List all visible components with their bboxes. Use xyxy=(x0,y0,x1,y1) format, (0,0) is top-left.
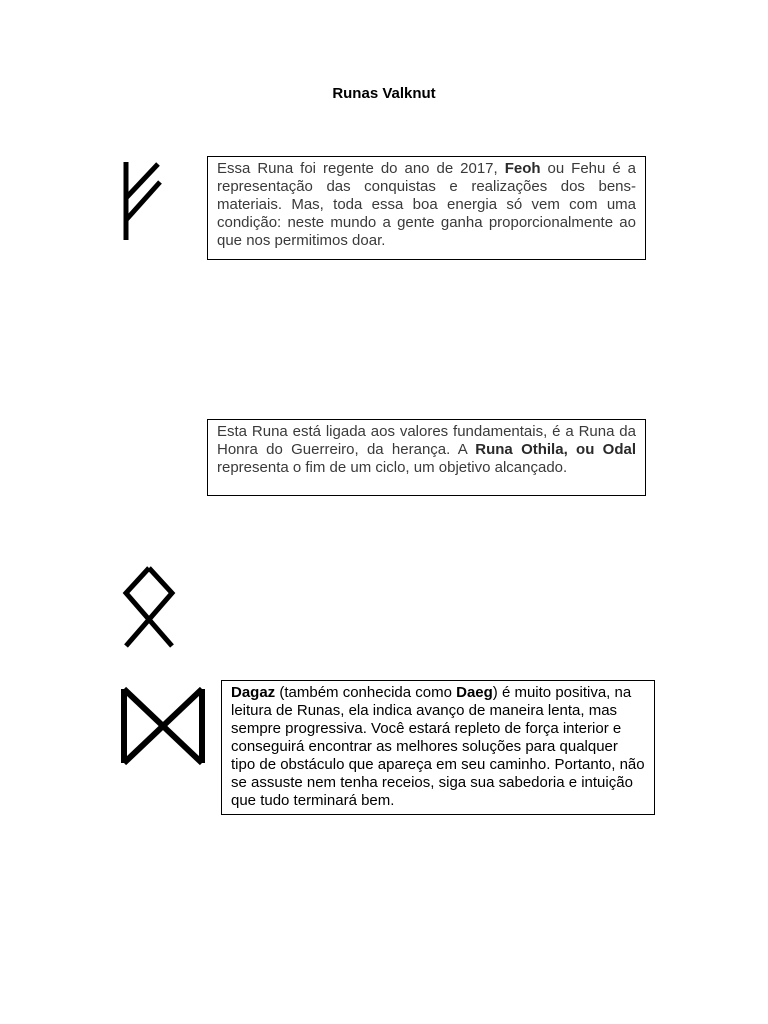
fehu-description xyxy=(207,156,646,260)
page-title: Runas Valknut xyxy=(332,85,436,102)
fehu-text-after: ou Fehu é a representação das conquistas e realizações dos bens-materiais. Mas, toda essa boa energia só vem com uma condição: neste mundo a gente ganha proporcionalmente ao que nos permitimos doar. xyxy=(217,160,636,249)
othila-rune-icon xyxy=(116,562,182,656)
fehu-name-bold: Feoh xyxy=(504,160,541,177)
dagaz-description xyxy=(221,680,655,815)
fehu-rune-icon xyxy=(118,160,166,242)
othila-text-before: Esta Runa está ligada aos valores fundamentais, é a Runa da Honra do Guerreiro, da herança. A xyxy=(217,423,636,458)
othila-description xyxy=(207,419,646,496)
dagaz-text-after: ) é muito positiva, na leitura de Runas, ela indica avanço de maneira lenta, mas sempre progressiva. Você estará repleto de força interior e conseguirá encontrar as melhores soluções para qualquer tipo de obstáculo que apareça em seu caminho. Portanto, não se assuste nem tenha receios, siga sua sabedoria e intuição que tudo terminará bem. xyxy=(231,684,645,809)
dagaz-name-bold: Dagaz xyxy=(231,684,276,701)
dagaz-rune-icon xyxy=(118,686,210,766)
othila-name-bold: Runa Othila, ou Odal xyxy=(475,441,636,458)
dagaz-text-middle: (também conhecida como xyxy=(275,684,457,701)
fehu-text-before: Essa Runa foi regente do ano de 2017, xyxy=(217,160,505,177)
daeg-name-bold: Daeg xyxy=(456,684,493,701)
othila-text-after: representa o fim de um ciclo, um objetivo alcançado. xyxy=(217,459,568,476)
